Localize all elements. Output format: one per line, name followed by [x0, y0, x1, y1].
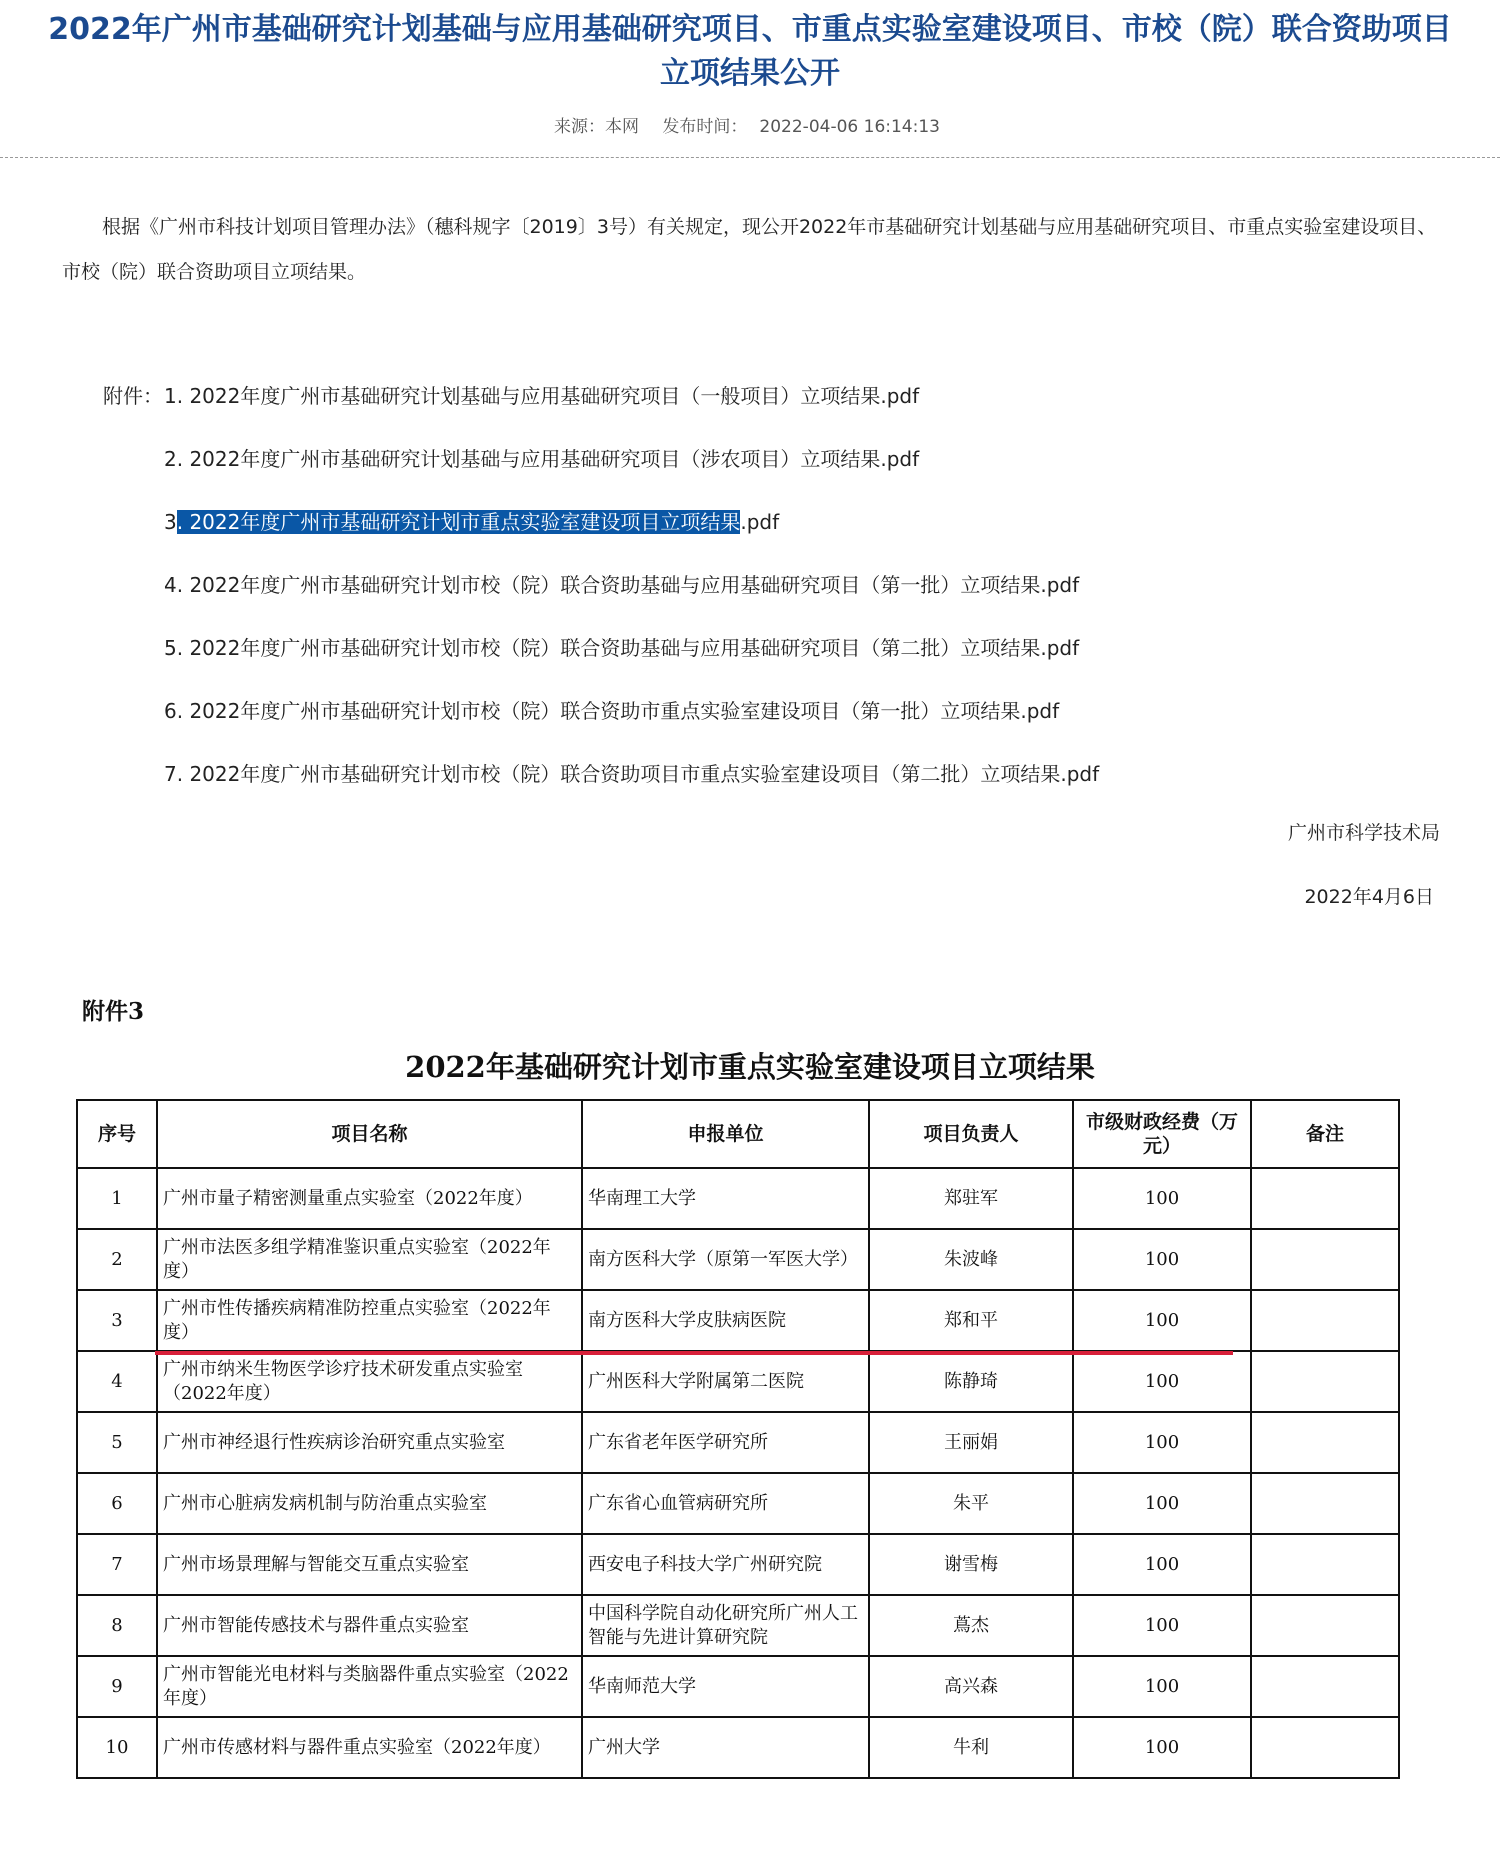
row-note — [1251, 1656, 1399, 1717]
row-project: 广州市量子精密测量重点实验室（2022年度） — [157, 1168, 582, 1229]
row-funding: 100 — [1073, 1168, 1251, 1229]
row-index: 4 — [77, 1351, 157, 1412]
intro-paragraph: 根据《广州市科技计划项目管理办法》（穗科规字〔2019〕3号）有关规定，现公开2022年市基础研究计划基础与应用基础研究项目、市重点实验室建设项目、市校（院）联合资助项目立项结果。 — [62, 216, 1437, 283]
row-index: 6 — [77, 1473, 157, 1534]
row-unit: 广州大学 — [582, 1717, 869, 1778]
results-table — [76, 1099, 1400, 1779]
row-leader: 陈静琦 — [869, 1351, 1073, 1412]
row-note — [1251, 1168, 1399, 1229]
table-row — [77, 1168, 1399, 1229]
row-index: 1 — [77, 1168, 157, 1229]
row-project: 广州市性传播疾病精准防控重点实验室（2022年度） — [157, 1290, 582, 1351]
article-meta — [0, 112, 1500, 137]
table-row — [77, 1717, 1399, 1778]
row-note — [1251, 1595, 1399, 1656]
row-index: 7 — [77, 1534, 157, 1595]
row-leader: 蔦杰 — [869, 1595, 1073, 1656]
row-funding: 100 — [1073, 1717, 1251, 1778]
header-note: 备注 — [1251, 1100, 1399, 1168]
row-funding: 100 — [1073, 1534, 1251, 1595]
row-unit: 西安电子科技大学广州研究院 — [582, 1534, 869, 1595]
attachment-3-number: 3 — [164, 510, 177, 534]
header-leader: 项目负责人 — [869, 1100, 1073, 1168]
row-funding: 100 — [1073, 1290, 1251, 1351]
row-note — [1251, 1412, 1399, 1473]
publish-label — [656, 117, 946, 137]
header-index: 序号 — [77, 1100, 157, 1168]
table-row — [77, 1656, 1399, 1717]
row-funding: 100 — [1073, 1412, 1251, 1473]
row-unit: 广东省老年医学研究所 — [582, 1412, 869, 1473]
header-divider — [0, 157, 1500, 158]
table-row — [77, 1229, 1399, 1290]
row-leader: 郑驻军 — [869, 1168, 1073, 1229]
row-leader: 王丽娟 — [869, 1412, 1073, 1473]
row-funding: 100 — [1073, 1351, 1251, 1412]
row-unit: 华南理工大学 — [582, 1168, 869, 1229]
attachment-link-3[interactable] — [164, 506, 779, 535]
row-project: 广州市传感材料与器件重点实验室（2022年度） — [157, 1717, 582, 1778]
publish-date: 2022年4月6日 — [1304, 886, 1434, 908]
row-index: 8 — [77, 1595, 157, 1656]
row-unit: 中国科学院自动化研究所广州人工智能与先进计算研究院 — [582, 1595, 869, 1656]
attachment-link-6[interactable]: 6. 2022年度广州市基础研究计划市校（院）联合资助市重点实验室建设项目（第一批）立项结果.pdf — [164, 699, 1060, 723]
row-project: 广州市法医多组学精准鉴识重点实验室（2022年度） — [157, 1229, 582, 1290]
row-leader: 朱平 — [869, 1473, 1073, 1534]
publish-time-label: 发布时间： — [662, 117, 748, 137]
table-row — [77, 1351, 1399, 1412]
row-note — [1251, 1534, 1399, 1595]
attachment-link-2[interactable]: 2. 2022年度广州市基础研究计划基础与应用基础研究项目（涉农项目）立项结果.pdf — [164, 447, 920, 471]
source-label: 来源：本网 — [554, 117, 640, 137]
row-note — [1251, 1717, 1399, 1778]
row-funding: 100 — [1073, 1595, 1251, 1656]
row-unit: 华南师范大学 — [582, 1656, 869, 1717]
row-project: 广州市心脏病发病机制与防治重点实验室 — [157, 1473, 582, 1534]
text-selection: . 2022年度广州市基础研究计划市重点实验室建设项目立项结果 — [176, 510, 741, 534]
document-label: 附件3 — [82, 998, 145, 1025]
row-project: 广州市场景理解与智能交互重点实验室 — [157, 1534, 582, 1595]
row-index: 3 — [77, 1290, 157, 1351]
table-body — [77, 1168, 1399, 1778]
row-unit: 南方医科大学（原第一军医大学） — [582, 1229, 869, 1290]
attachment-3-ext: .pdf — [740, 510, 780, 534]
attachment-link-1[interactable]: 1. 2022年度广州市基础研究计划基础与应用基础研究项目（一般项目）立项结果.pdf — [164, 384, 920, 408]
row-project: 广州市神经退行性疾病诊治研究重点实验室 — [157, 1412, 582, 1473]
article-title: 2022年广州市基础研究计划基础与应用基础研究项目、市重点实验室建设项目、市校（院）联合资助项目立项结果公开 — [48, 12, 1452, 91]
row-note — [1251, 1473, 1399, 1534]
row-note — [1251, 1351, 1399, 1412]
row-index: 2 — [77, 1229, 157, 1290]
row-leader: 牛利 — [869, 1717, 1073, 1778]
table-header-row — [77, 1100, 1399, 1168]
row-leader: 谢雪梅 — [869, 1534, 1073, 1595]
row-leader: 高兴森 — [869, 1656, 1073, 1717]
table-row — [77, 1534, 1399, 1595]
row-leader: 郑和平 — [869, 1290, 1073, 1351]
attachment-link-7[interactable]: 7. 2022年度广州市基础研究计划市校（院）联合资助项目市重点实验室建设项目（第二批）立项结果.pdf — [164, 762, 1100, 786]
table-row — [77, 1290, 1399, 1351]
row-index: 5 — [77, 1412, 157, 1473]
table-row — [77, 1595, 1399, 1656]
table-row — [77, 1473, 1399, 1534]
row-project: 广州市智能传感技术与器件重点实验室 — [157, 1595, 582, 1656]
row-unit: 南方医科大学皮肤病医院 — [582, 1290, 869, 1351]
signature: 广州市科学技术局 — [1287, 822, 1440, 844]
row-unit: 广州医科大学附属第二医院 — [582, 1351, 869, 1412]
red-underline-annotation — [155, 1351, 1233, 1355]
header-funding: 市级财政经费（万元） — [1073, 1100, 1251, 1168]
row-leader: 朱波峰 — [869, 1229, 1073, 1290]
publish-time: 2022-04-06 16:14:13 — [759, 117, 940, 137]
header-unit: 申报单位 — [582, 1100, 869, 1168]
row-funding: 100 — [1073, 1229, 1251, 1290]
row-index: 10 — [77, 1717, 157, 1778]
row-funding: 100 — [1073, 1656, 1251, 1717]
row-project: 广州市智能光电材料与类脑器件重点实验室（2022年度） — [157, 1656, 582, 1717]
row-unit: 广东省心血管病研究所 — [582, 1473, 869, 1534]
row-funding: 100 — [1073, 1473, 1251, 1534]
row-index: 9 — [77, 1656, 157, 1717]
attachment-link-5[interactable]: 5. 2022年度广州市基础研究计划市校（院）联合资助基础与应用基础研究项目（第二批）立项结果.pdf — [164, 636, 1080, 660]
row-note — [1251, 1229, 1399, 1290]
document-title: 2022年基础研究计划市重点实验室建设项目立项结果 — [405, 1050, 1095, 1084]
header-project: 项目名称 — [157, 1100, 582, 1168]
table-row — [77, 1412, 1399, 1473]
row-project: 广州市纳米生物医学诊疗技术研发重点实验室（2022年度） — [157, 1351, 582, 1412]
attachment-link-4[interactable]: 4. 2022年度广州市基础研究计划市校（院）联合资助基础与应用基础研究项目（第一批）立项结果.pdf — [164, 573, 1080, 597]
attachments-label: 附件： — [103, 384, 163, 408]
row-note — [1251, 1290, 1399, 1351]
